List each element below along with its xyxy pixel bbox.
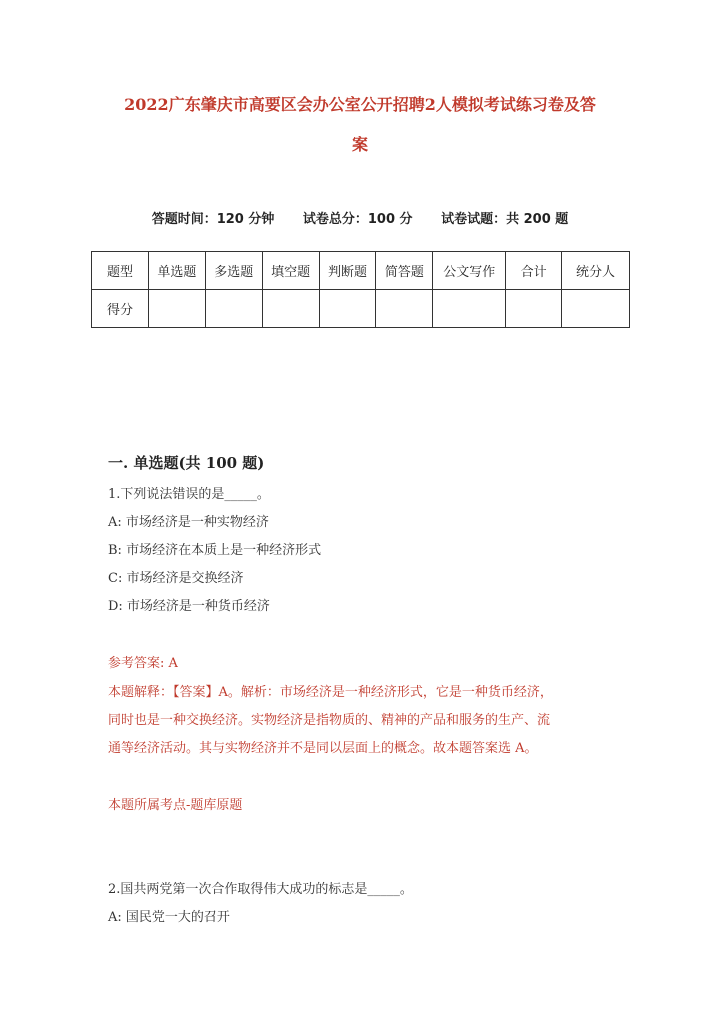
score-header-cell: 判断题 bbox=[319, 252, 376, 290]
score-header-cell: 简答题 bbox=[376, 252, 433, 290]
exam-question-count: 试卷试题：共 200 题 bbox=[441, 212, 569, 227]
score-header-cell: 多选题 bbox=[205, 252, 262, 290]
score-cell bbox=[205, 290, 262, 328]
question-source: 本题所属考点-题库原题 bbox=[108, 798, 243, 813]
explanation-line: 通等经济活动。其与实物经济并不是同以层面上的概念。故本题答案选 A。 bbox=[108, 741, 538, 756]
reference-answer: 参考答案: A bbox=[108, 656, 178, 671]
document-title-line2: 案 bbox=[351, 135, 368, 154]
question-option: C: 市场经济是交换经济 bbox=[108, 571, 244, 586]
section-title: 一. 单选题(共 100 题) bbox=[108, 454, 265, 472]
score-cell bbox=[262, 290, 319, 328]
question-option: A: 国民党一大的召开 bbox=[108, 910, 230, 925]
score-table-score-row bbox=[92, 290, 630, 328]
question-option: B: 市场经济在本质上是一种经济形式 bbox=[108, 543, 322, 558]
explanation-line: 本题解释：【答案】A。解析：市场经济是一种经济形式，它是一种货币经济， bbox=[108, 685, 553, 700]
score-cell bbox=[562, 290, 630, 328]
exam-time: 答题时间：120 分钟 bbox=[151, 212, 275, 227]
score-header-cell: 合计 bbox=[506, 252, 562, 290]
explanation-line: 同时也是一种交换经济。实物经济是指物质的、精神的产品和服务的生产、流 bbox=[108, 713, 551, 728]
score-header-cell: 题型 bbox=[92, 252, 149, 290]
score-cell bbox=[506, 290, 562, 328]
question-stem: 1.下列说法错误的是_____。 bbox=[108, 487, 270, 502]
score-cell bbox=[376, 290, 433, 328]
question-stem: 2.国共两党第一次合作取得伟大成功的标志是_____。 bbox=[108, 882, 413, 897]
question-option: D: 市场经济是一种货币经济 bbox=[108, 599, 270, 614]
score-header-cell: 统分人 bbox=[562, 252, 630, 290]
score-cell bbox=[148, 290, 205, 328]
document-title-line1: 2022广东肇庆市高要区会办公室公开招聘2人模拟考试练习卷及答 bbox=[124, 95, 596, 114]
score-cell bbox=[319, 290, 376, 328]
exam-total-score: 试卷总分：100 分 bbox=[302, 212, 413, 227]
score-table-header-row bbox=[92, 252, 630, 290]
score-table bbox=[91, 251, 630, 328]
score-header-cell: 单选题 bbox=[148, 252, 205, 290]
score-row-label: 得分 bbox=[92, 290, 149, 328]
exam-meta bbox=[0, 208, 720, 227]
question-option: A: 市场经济是一种实物经济 bbox=[108, 515, 269, 530]
score-cell bbox=[433, 290, 506, 328]
score-header-cell: 公文写作 bbox=[433, 252, 506, 290]
score-header-cell: 填空题 bbox=[262, 252, 319, 290]
